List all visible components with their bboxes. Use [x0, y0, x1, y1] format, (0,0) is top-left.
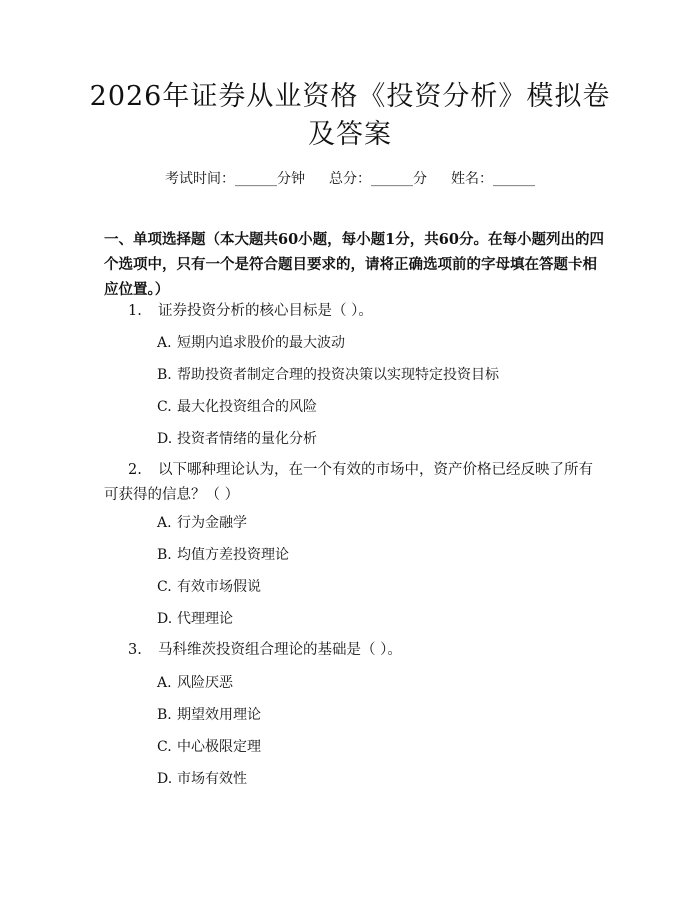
- option-letter: B.: [157, 367, 172, 383]
- option-letter: D.: [157, 771, 173, 787]
- option-letter: D.: [157, 611, 173, 627]
- option-text: 行为金融学: [177, 515, 247, 531]
- option-text: 最大化投资组合的风险: [177, 399, 317, 415]
- question-2-option-d: [157, 609, 233, 629]
- page-title: 2026年证券从业资格《投资分析》模拟卷及答案: [89, 81, 611, 150]
- exam-time-field: 考试时间：______分钟: [165, 171, 305, 187]
- option-letter: C.: [157, 399, 172, 415]
- question-text: 以下哪种理论认为，在一个有效的市场中，资产价格已经反映了所有可获得的信息？（ ）: [104, 462, 593, 503]
- option-text: 期望效用理论: [177, 707, 261, 723]
- option-text: 短期内追求股价的最大波动: [177, 335, 345, 351]
- question-2-option-a: [157, 513, 247, 533]
- option-letter: A.: [157, 515, 172, 531]
- question-3-option-c: [157, 737, 261, 757]
- option-letter: B.: [157, 707, 172, 723]
- total-score-field: 总分：______分: [329, 171, 427, 187]
- question-1-option-c: [157, 397, 317, 417]
- question-2-option-b: [157, 545, 289, 565]
- question-1-option-a: [157, 333, 345, 353]
- question-1-option-d: [157, 429, 317, 449]
- option-letter: C.: [157, 739, 172, 755]
- question-2-option-c: [157, 577, 261, 597]
- option-text: 投资者情绪的量化分析: [177, 431, 317, 447]
- question-3-option-d: [157, 769, 247, 789]
- question-text: 证券投资分析的核心目标是（ ）。: [158, 303, 373, 319]
- exam-meta: [0, 168, 700, 188]
- question-2: [104, 458, 604, 508]
- question-3-option-a: [157, 673, 233, 693]
- question-number: 2.: [128, 462, 142, 478]
- option-text: 均值方差投资理论: [177, 547, 289, 563]
- option-letter: D.: [157, 431, 173, 447]
- question-text: 马科维茨投资组合理论的基础是（ ）。: [158, 642, 402, 658]
- option-text: 有效市场假说: [177, 579, 261, 595]
- option-letter: B.: [157, 547, 172, 563]
- question-1: [104, 299, 604, 324]
- option-text: 市场有效性: [177, 771, 247, 787]
- option-letter: C.: [157, 579, 172, 595]
- option-text: 代理理论: [177, 611, 233, 627]
- option-text: 风险厌恶: [177, 675, 233, 691]
- option-text: 中心极限定理: [177, 739, 261, 755]
- option-text: 帮助投资者制定合理的投资决策以实现特定投资目标: [177, 367, 499, 383]
- option-letter: A.: [157, 335, 172, 351]
- section-heading: 一、单项选择题（本大题共60小题，每小题1分，共60分。在每小题列出的四个选项中，只有一个是符合题目要求的，请将正确选项前的字母填在答题卡相应位置。）: [104, 231, 604, 298]
- question-number: 1.: [128, 303, 142, 319]
- question-3-option-b: [157, 705, 261, 725]
- question-3: [104, 638, 604, 663]
- option-letter: A.: [157, 675, 172, 691]
- question-number: 3.: [128, 642, 142, 658]
- name-field: 姓名：______: [451, 171, 535, 187]
- question-1-option-b: [157, 365, 499, 385]
